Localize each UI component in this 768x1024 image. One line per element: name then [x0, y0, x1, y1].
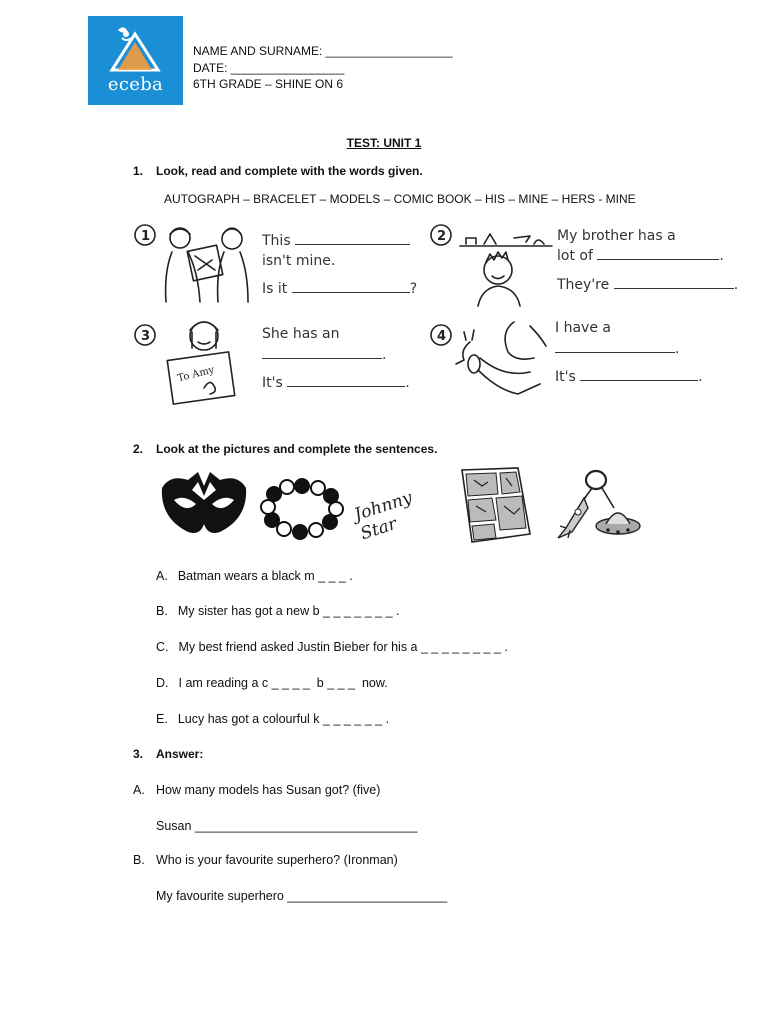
section2-number: 2. [133, 442, 144, 456]
panel-line: She has an [262, 326, 340, 342]
school-logo [88, 16, 183, 105]
autograph-icon [351, 480, 442, 545]
answer-a-line[interactable]: Susan ________________________________ [156, 819, 418, 833]
panel-line: This [262, 233, 291, 249]
sentence-e: E. Lucy has got a colourful k _ _ _ _ _ _ . [156, 712, 390, 726]
section2-instruction: Look at the pictures and complete the sentences. [156, 442, 438, 456]
panel-line: My brother has a [557, 228, 676, 244]
section1-instruction: Look, read and complete with the words given. [156, 164, 423, 178]
panel-punct: . [733, 277, 739, 293]
panel-number: 4 [437, 329, 447, 344]
boy-with-models-illustration [430, 222, 555, 308]
panel-number: 1 [141, 229, 151, 244]
panel-line: It's [555, 369, 576, 385]
panel-4 [430, 318, 740, 408]
girl-with-autograph-card-illustration [132, 318, 262, 408]
test-title: TEST: UNIT 1 [346, 136, 422, 150]
name-field: NAME AND SURNAME: ___________________ [193, 44, 453, 58]
sentence-b: B. My sister has got a new b _ _ _ _ _ _ _ . [156, 604, 400, 618]
logo-text: eceba [107, 74, 164, 95]
sentence-d: D. I am reading a c _ _ _ _ b _ _ _ now. [156, 676, 388, 690]
blank-line[interactable] [555, 340, 675, 353]
panel-number: 3 [141, 329, 151, 344]
answer-b-line[interactable]: My favourite superhero _______________________ [156, 889, 448, 903]
blank-line[interactable] [614, 276, 734, 289]
panel-line: They're [557, 277, 610, 293]
keyring-icon [548, 468, 644, 544]
panel-line: isn't mine. [262, 253, 336, 269]
blank-line[interactable] [295, 232, 410, 245]
question-b-letter: B. [133, 853, 145, 867]
panel-punct: . [405, 375, 410, 391]
panel-line: Is it [262, 281, 288, 297]
question-a-letter: A. [133, 783, 145, 797]
mask-icon [158, 470, 250, 540]
panel-line: lot of [557, 248, 593, 264]
sentence-a: A. Batman wears a black m _ _ _ . [156, 569, 353, 583]
question-b: Who is your favourite superhero? (Ironman) [156, 853, 398, 867]
blank-line[interactable] [580, 368, 698, 381]
panel-punct: . [382, 347, 387, 363]
card-text: To Amy [176, 364, 216, 385]
section1-number: 1. [133, 164, 144, 178]
blank-line[interactable] [597, 247, 719, 260]
blank-line[interactable] [262, 346, 382, 359]
panel-punct: ? [409, 281, 418, 297]
comic-book-icon [456, 466, 536, 546]
panel-line: I have a [555, 320, 611, 336]
section3-instruction: Answer: [156, 747, 204, 761]
panel-punct: . [698, 369, 703, 385]
hand-with-bracelet-illustration [430, 318, 555, 408]
boys-with-poster-illustration [132, 222, 262, 308]
section3-number: 3. [133, 747, 144, 761]
grade-label: 6TH GRADE – SHINE ON 6 [193, 77, 344, 91]
panel-line: It's [262, 375, 283, 391]
sentence-c: C. My best friend asked Justin Bieber for his a _ _ _ _ _ _ _ _ . [156, 640, 508, 654]
bracelet-icon [256, 474, 348, 544]
panel-punct: . [675, 341, 680, 357]
blank-line[interactable] [292, 280, 410, 293]
student-header [193, 43, 453, 93]
panel-number: 2 [437, 229, 447, 244]
picture-strip [156, 466, 646, 546]
panel-2 [430, 222, 740, 308]
question-a: How many models has Susan got? (five) [156, 783, 381, 797]
blank-line[interactable] [287, 374, 405, 387]
signature-text: Johnny Star [351, 487, 415, 545]
panel-3 [132, 318, 432, 408]
panel-1 [132, 222, 432, 308]
word-bank: AUTOGRAPH – BRACELET – MODELS – COMIC BOOK – HIS – MINE – HERS - MINE [164, 192, 636, 206]
panel-punct: . [719, 248, 724, 264]
date-field: DATE: _________________ [193, 60, 345, 75]
